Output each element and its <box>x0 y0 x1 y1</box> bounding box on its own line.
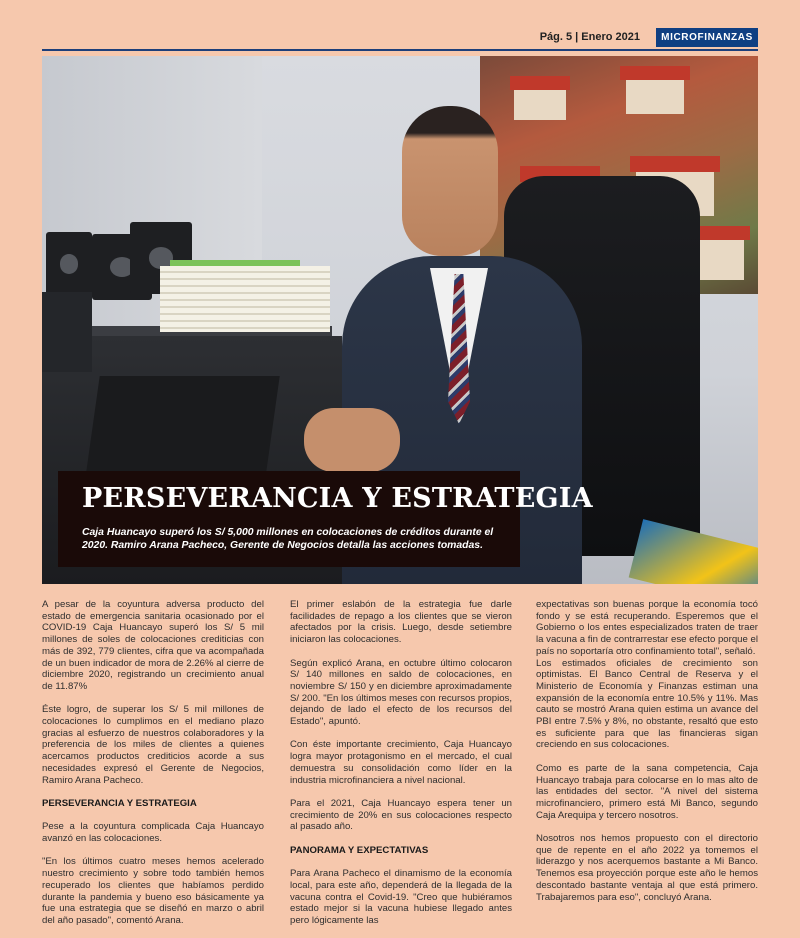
paragraph: Para el 2021, Caja Huancayo espera tener un crecimiento de 20% en sus colocaciones respecto al pasado año. <box>290 797 512 833</box>
section-heading: PANORAMA Y EXPECTATIVAS <box>290 844 429 856</box>
paragraph: Pese a la coyuntura complicada Caja Huancayo avanzó en las colocaciones. <box>42 821 264 845</box>
article-column-1 <box>42 599 264 938</box>
photo-person-hands <box>304 408 400 472</box>
photo-speaker-left <box>46 232 92 296</box>
photo-phone <box>42 292 92 372</box>
paragraph: expectativas son buenas porque la economía tocó fondo y se está recuperando. Esperemos que el Gobierno o los entes especializados traten de traer la vacuna a fin de contrarrestar ese efecto porque el país no soportaría otro confinamiento total", señaló. <box>536 599 758 657</box>
photo-person-face <box>402 106 498 256</box>
paragraph: Los estimados oficiales de crecimiento son optimistas. El Banco Central de Reserva y el Ministerio de Economía y Finanzas estiman una expansión de la economía entre 10.5% y 11%. Mas cauto se mostró Arana quien estima un avance del PBI entre 7.5% y 8%, no obstante, resaltó que esto es suficiente para que las financieras sigan creciendo en sus colocaciones. <box>536 657 758 751</box>
paragraph: El primer eslabón de la estrategia fue darle facilidades de repago a los clientes que se vieron afectados por la crisis. Luego, desde setiembre iniciaron las colocaciones. <box>290 599 512 646</box>
article-subtitle: Caja Huancayo superó los S/ 5,000 millones en colocaciones de créditos durante el 2020. Ramiro Arana Pacheco, Gerente de Negocios detalla las acciones tomadas. <box>82 527 494 551</box>
paragraph: Para Arana Pacheco el dinamismo de la economía local, para este año, dependerá de la llegada de la vacuna contra el Covid-19. "Creo que hubiéramos estado mejor si la vacuna hubiese llegado antes pero lógicamente las <box>290 868 512 926</box>
page-number-date: Pág. 5 | Enero 2021 <box>539 31 640 43</box>
paragraph: Nosotros nos hemos propuesto con el directorio que de repente en el año 2022 ya tomemos el liderazgo y nos acerquemos bastante a Mi Banco. Tenemos esa proyección porque este año le hemos descontado bastante ventaja al que está primero. Trabajaremos para eso", concluyó Arana. <box>536 833 758 903</box>
article-title: PERSEVERANCIA Y ESTRATEGIA <box>82 483 593 514</box>
paragraph: Éste logro, de superar los S/ 5 mil millones de colocaciones lo cumplimos en el mediano plazo gracias al esfuerzo de nuestros colaboradores y la preferencia de los miles de clientes a quienes acercamos productos crediticios acorde a sus necesidades expresó el Gerente de Negocios, Ramiro Arana Pacheco. <box>42 704 264 786</box>
paragraph: Como es parte de la sana competencia, Caja Huancayo trabaja para colocarse en lo mas alto de las entidades del sector. "A nivel del sistema microfinanciero, primero está Mi Banco, segundo Caja Arequipa y tercero nosotros. <box>536 762 758 821</box>
page-header <box>42 26 758 50</box>
paragraph: "En los últimos cuatro meses hemos acelerado nuestro crecimiento y sobre todo también hemos recuperado los clientes que habíamos perdido durante la pandemia y bueno eso básicamente ya fue una estrategia que se diseñó en marzo o abril del año pasado", comentó Arana. <box>42 856 264 926</box>
paragraph: A pesar de la coyuntura adversa producto del estado de emergencia sanitaria ocasionado por el COVID-19 Caja Huancayo superó los S/ 5 mil millones de soles de colocaciones crediticias con más de 392, 779 clientes, cifra que va acompañada de un buen indicador de mora de 2.26% al cierre de diciembre 2020, registrando un crecimiento anual de 11.87% <box>42 599 264 692</box>
header-divider <box>42 49 758 51</box>
photo-papers <box>160 266 330 332</box>
paragraph: Según explicó Arana, en octubre último colocaron S/ 140 millones en saldo de colocaciones, en noviembre S/ 150 y en diciembre aproximadamente S/ 200. "En los últimos meses con recursos propios, dejando de lado el efecto de los recursos del Estado", apuntó. <box>290 657 512 728</box>
article-column-2 <box>290 599 512 938</box>
article-column-3 <box>536 599 758 915</box>
headline-box <box>58 471 593 567</box>
paragraph: Con éste importante crecimiento, Caja Huancayo logra mayor protagonismo en el mercado, el cual demuestra su consolidación como líder en la industria microfinanciera a nivel nacional. <box>290 739 512 786</box>
photo-laptop <box>84 376 279 486</box>
section-heading: PERSEVERANCIA Y ESTRATEGIA <box>42 797 197 809</box>
section-badge: MICROFINANZAS <box>656 28 758 47</box>
